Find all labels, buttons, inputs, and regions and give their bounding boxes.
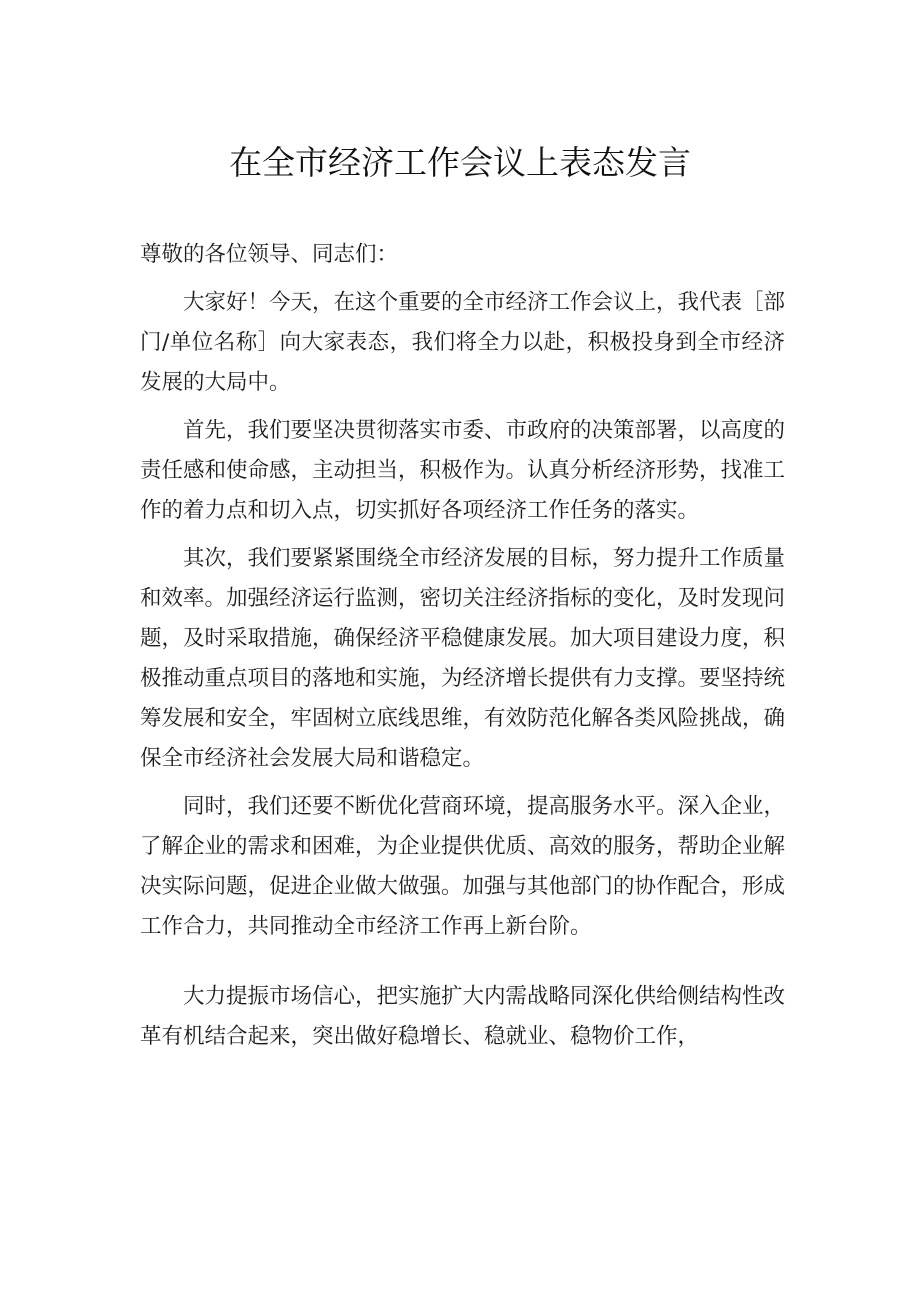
paragraph-meanwhile: 同时，我们还要不断优化营商环境，提高服务水平。深入企业，了解企业的需求和困难，为企业提供优质、高效的服务，帮助企业解决实际问题，促进企业做大做强。加强与其他部门的协作配合，形成工作合力，共同推动全市经济工作再上新台阶。 [140,794,786,939]
document-title: 在全市经济工作会议上表态发言 [229,143,691,182]
paragraph-second: 其次，我们要紧紧围绕全市经济发展的目标，努力提升工作质量和效率。加强经济运行监测，密切关注经济指标的变化，及时发现问题，及时采取措施，确保经济平稳健康发展。加大项目建设力度，积极推动重点项目的落地和实施，为经济增长提供有力支撑。要坚持统筹发展和安全，牢固树立底线思维，有效防范化解各类风险挑战，确保全市经济社会发展大局和谐稳定。 [140,546,786,771]
paragraph-opening: 大家好！今天，在这个重要的全市经济工作会议上，我代表［部门/单位名称］向大家表态，我们将全力以赴，积极投身到全市经济发展的大局中。 [140,290,786,395]
document-body [140,235,785,1057]
paragraph-market-confidence: 大力提振市场信心，把实施扩大内需战略同深化供给侧结构性改革有机结合起来，突出做好稳增长、稳就业、稳物价工作， [140,984,786,1049]
salutation: 尊敬的各位领导、同志们： [140,242,399,267]
paragraph-first: 首先，我们要坚决贯彻落实市委、市政府的决策部署，以高度的责任感和使命感，主动担当，积极作为。认真分析经济形势，找准工作的着力点和切入点，切实抓好各项经济工作任务的落实。 [140,418,786,523]
